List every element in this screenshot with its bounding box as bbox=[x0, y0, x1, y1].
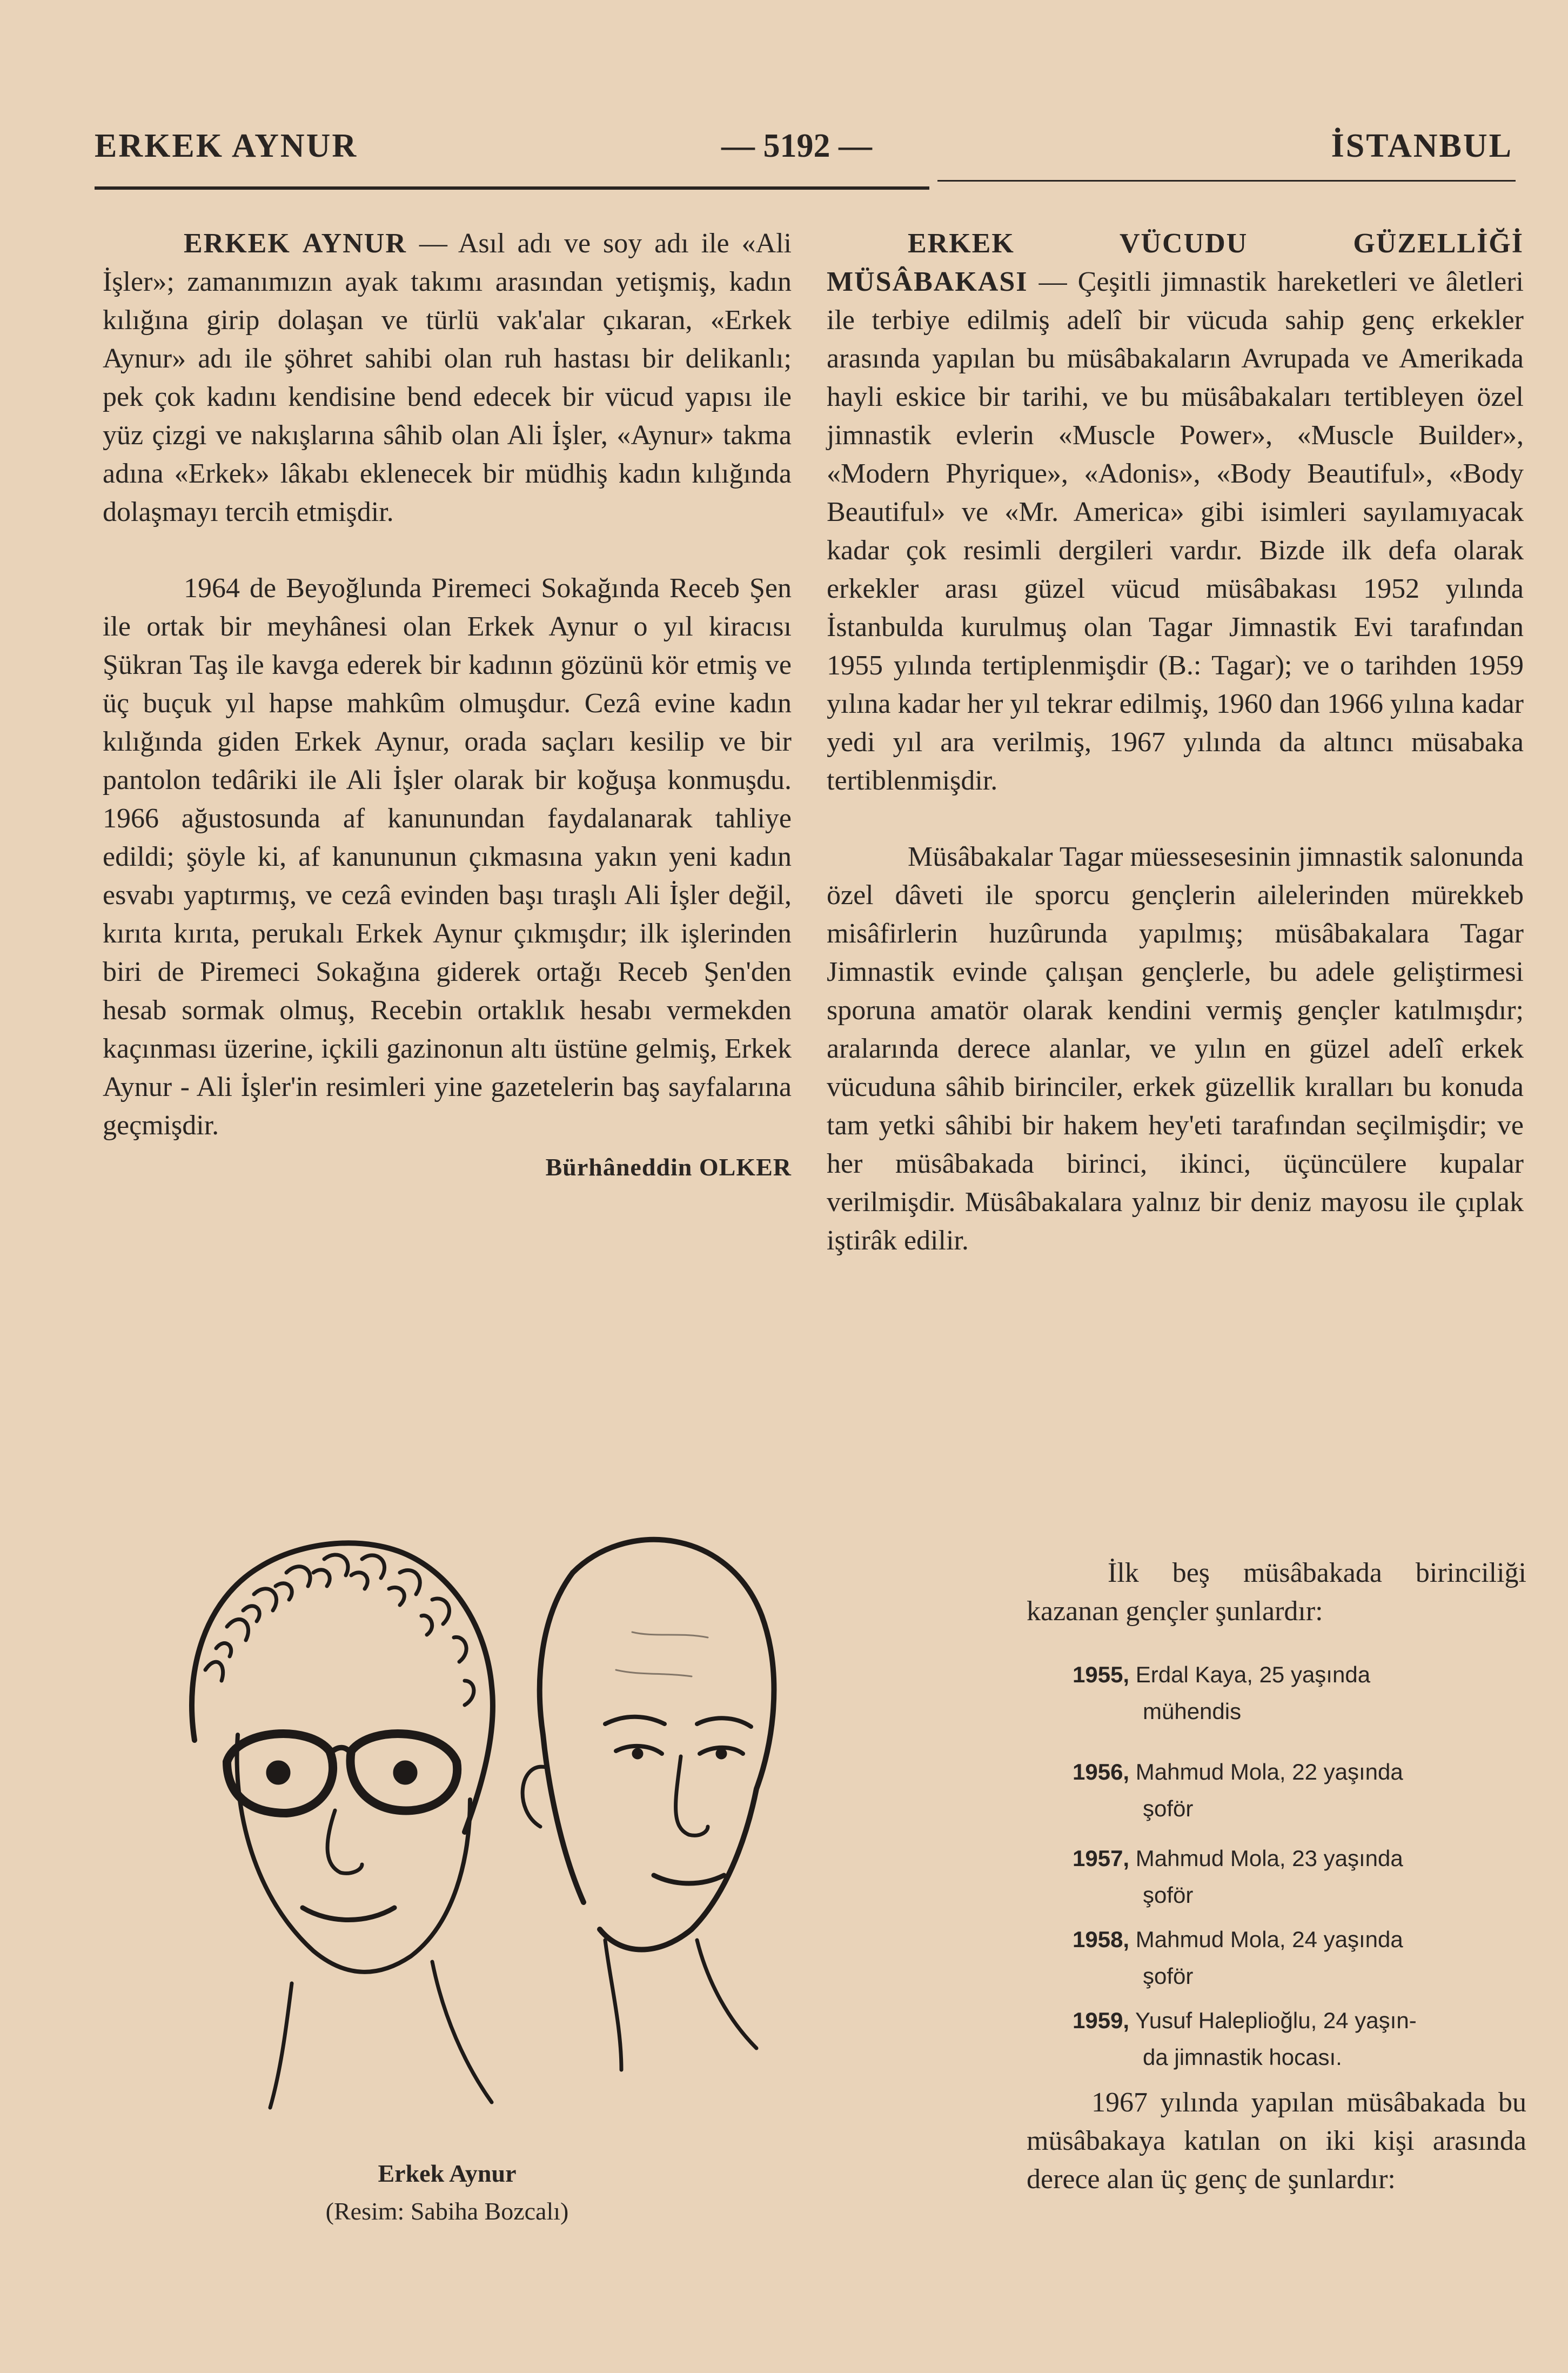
vucud-guzelligi-paragraph-2: Müsâbakalar Tagar müessesesinin jimnastik salonunda özel dâveti ile sporcu gençlerin ailelerinden mürekkeb misâfirlerin huzûrunda yapılmış; müsâbakalara Tagar Jimnastik evinde çalışan gençlerle, bu adele geliştirmesi sporuna amatör olarak kendini vermiş gençler katılmışdır; aralarında derece alanlar, ve yılın en güzel adelî erkek vücuduna sâhib birinciler, erkek güzellik kıralları bu konuda tam yetki sâhibi bir hakem hey'eti tarafından seçilmişdir; ve her müsâbakada birinci, ikinci, üçüncülere kupalar verilmişdir. Müsâbakalara yalnız bir deniz mayosu ile çıplak iştirâk edilir. bbox=[827, 841, 1524, 1256]
final-paragraph bbox=[1027, 2083, 1526, 2198]
erkek-aynur-paragraph-1 bbox=[103, 224, 792, 531]
running-head-right: İSTANBUL bbox=[1331, 128, 1513, 164]
winners-intro-text: İlk beş müsâbakada birinciliği kazanan gençler şunlardır: bbox=[1027, 1558, 1526, 1627]
erkek-aynur-paragraph-2: 1964 de Beyoğlunda Piremeci Sokağında Receb Şen ile ortak bir meyhânesi olan Erkek Aynur o yıl kiracısı Şükran Taş ile kavga ederek bir kadının gözünü kör etmiş ve üç buçuk yıl hapse mahkûm olmuşdur. Cezâ evine kadın kılığında giden Erkek Aynur, orada saçları kesilip ve bir pantolon tedâriki ile Ali İşler olarak bir koğuşa konmuşdu. 1966 ağustosunda af kanunundan faydalanarak tahliye edildi; şöyle ki, af kanununun çıkmasına yakın yeni kadın esvabı yaptırmış, ve cezâ evinden başı tıraşlı Ali İşler değil, kırıta kırıta, perukalı Erkek Aynur çıkmışdır; ilk işlerinden biri de Piremeci Sokağına giderek ortağı Receb Şen'den hesab sormak olmuş, Recebin ortaklık hesabı vermekden kaçınması üzerine, içkili gazinonun altı üstüne gelmiş, Erkek Aynur - Ali İşler'in resimleri yine gazetelerin baş sayfalarına geçmişdir. bbox=[103, 573, 792, 1141]
winner-occupation: şoför bbox=[1143, 1796, 1194, 1821]
page-number: — 5192 — bbox=[721, 128, 872, 164]
winner-occupation: mühendis bbox=[1143, 1699, 1242, 1724]
running-head-left: ERKEK AYNUR bbox=[95, 128, 358, 164]
winner-name: Yusuf Haleplioğlu, 24 yaşın- bbox=[1135, 2008, 1417, 2033]
list-item bbox=[1073, 2002, 1516, 2076]
winner-occupation: şoför bbox=[1143, 1882, 1194, 1908]
winner-occupation: da jimnastik hocası. bbox=[1143, 2044, 1342, 2070]
winner-occupation: şoför bbox=[1143, 1963, 1194, 1989]
erkek-aynur-portrait-illustration bbox=[162, 1508, 783, 2113]
page-header bbox=[95, 127, 1513, 170]
entry-title-2: ERKEK VÜCUDU GÜZELLİĞİ MÜSÂBAKASI bbox=[827, 228, 1524, 297]
final-paragraph-text: 1967 yılında yapılan müsâbakada bu müsâbakaya katılan on iki kişi arasında derece alan üç genç de şunlardır: bbox=[1027, 2087, 1526, 2195]
winner-year: 1958, bbox=[1073, 1927, 1130, 1952]
entry-title: ERKEK AYNUR bbox=[184, 228, 407, 259]
entry-text-2: — Çeşitli jimnastik hareketleri ve âletleri ile terbiye edilmiş adelî bir vücuda sahip genç erkekler arasında yapılan bu müsâbakaların Avrupada ve Amerikada hayli eskice bir tarihi, ve bu müsâbakaları tertibleyen özel jimnastik evlerin «Muscle Power», «Muscle Builder», «Modern Phyrique», «Adonis», «Body Beautiful», «Body Beautiful» ve «Mr. America» gibi isimleri sayılamıyacak kadar çok resimli dergileri vardır. Bizde ilk defa olarak erkekler arası güzel vücud müsâbakası 1952 yılında İstanbulda kurulmuş olan Tagar Jimnastik Evi tarafından 1955 yılında tertiplenmişdir (B.: Tagar); ve o tarihden 1959 yılına kadar her yıl tekrar edilmiş, 1960 dan 1966 yılına kadar yedi yıl ara verilmiş, 1967 yılında da altıncı müsabaka tertiblenmişdir. bbox=[827, 266, 1524, 796]
list-item bbox=[1073, 1840, 1516, 1914]
winner-year: 1956, bbox=[1073, 1759, 1130, 1784]
winner-year: 1955, bbox=[1073, 1662, 1130, 1687]
winner-name: Erdal Kaya, 25 yaşında bbox=[1135, 1662, 1371, 1687]
vucud-guzelligi-paragraph-1 bbox=[827, 224, 1524, 800]
winner-year: 1959, bbox=[1073, 2008, 1130, 2033]
entry-text: — Asıl adı ve soy adı ile «Ali İşler»; zamanımızın ayak takımı arasından yetişmiş, kadın kılığına girip dolaşan ve türlü vak'alar çıkaran, «Erkek Aynur» adı ile şöhret sahibi olan ruh hastası bir delikanlı; pek çok kadını kendisine bend edecek bir vücud yapısı ile yüz çizgi ve nakışlarına sâhib olan Ali İşler, «Aynur» takma adına «Erkek» lâkabı eklenecek bir müdhiş kadın kılığında dolaşmayı tercih etmişdir. bbox=[103, 228, 792, 527]
winner-year: 1957, bbox=[1073, 1846, 1130, 1871]
illustration-caption-credit: (Resim: Sabiha Bozcalı) bbox=[325, 2197, 569, 2225]
author-signature: Bürhâneddin OLKER bbox=[545, 1153, 792, 1181]
winner-name: Mahmud Mola, 22 yaşında bbox=[1135, 1759, 1403, 1784]
winner-name: Mahmud Mola, 24 yaşında bbox=[1135, 1927, 1403, 1952]
winner-name: Mahmud Mola, 23 yaşında bbox=[1135, 1846, 1403, 1871]
header-rule-left bbox=[95, 186, 929, 190]
list-item bbox=[1073, 1754, 1516, 1827]
list-item bbox=[1073, 1656, 1516, 1730]
right-column bbox=[827, 224, 1524, 1260]
header-rule-right bbox=[937, 180, 1516, 182]
list-item bbox=[1073, 1921, 1516, 1995]
left-column bbox=[103, 224, 792, 1186]
winners-intro bbox=[1027, 1554, 1526, 1630]
illustration-caption-title: Erkek Aynur bbox=[378, 2160, 517, 2187]
